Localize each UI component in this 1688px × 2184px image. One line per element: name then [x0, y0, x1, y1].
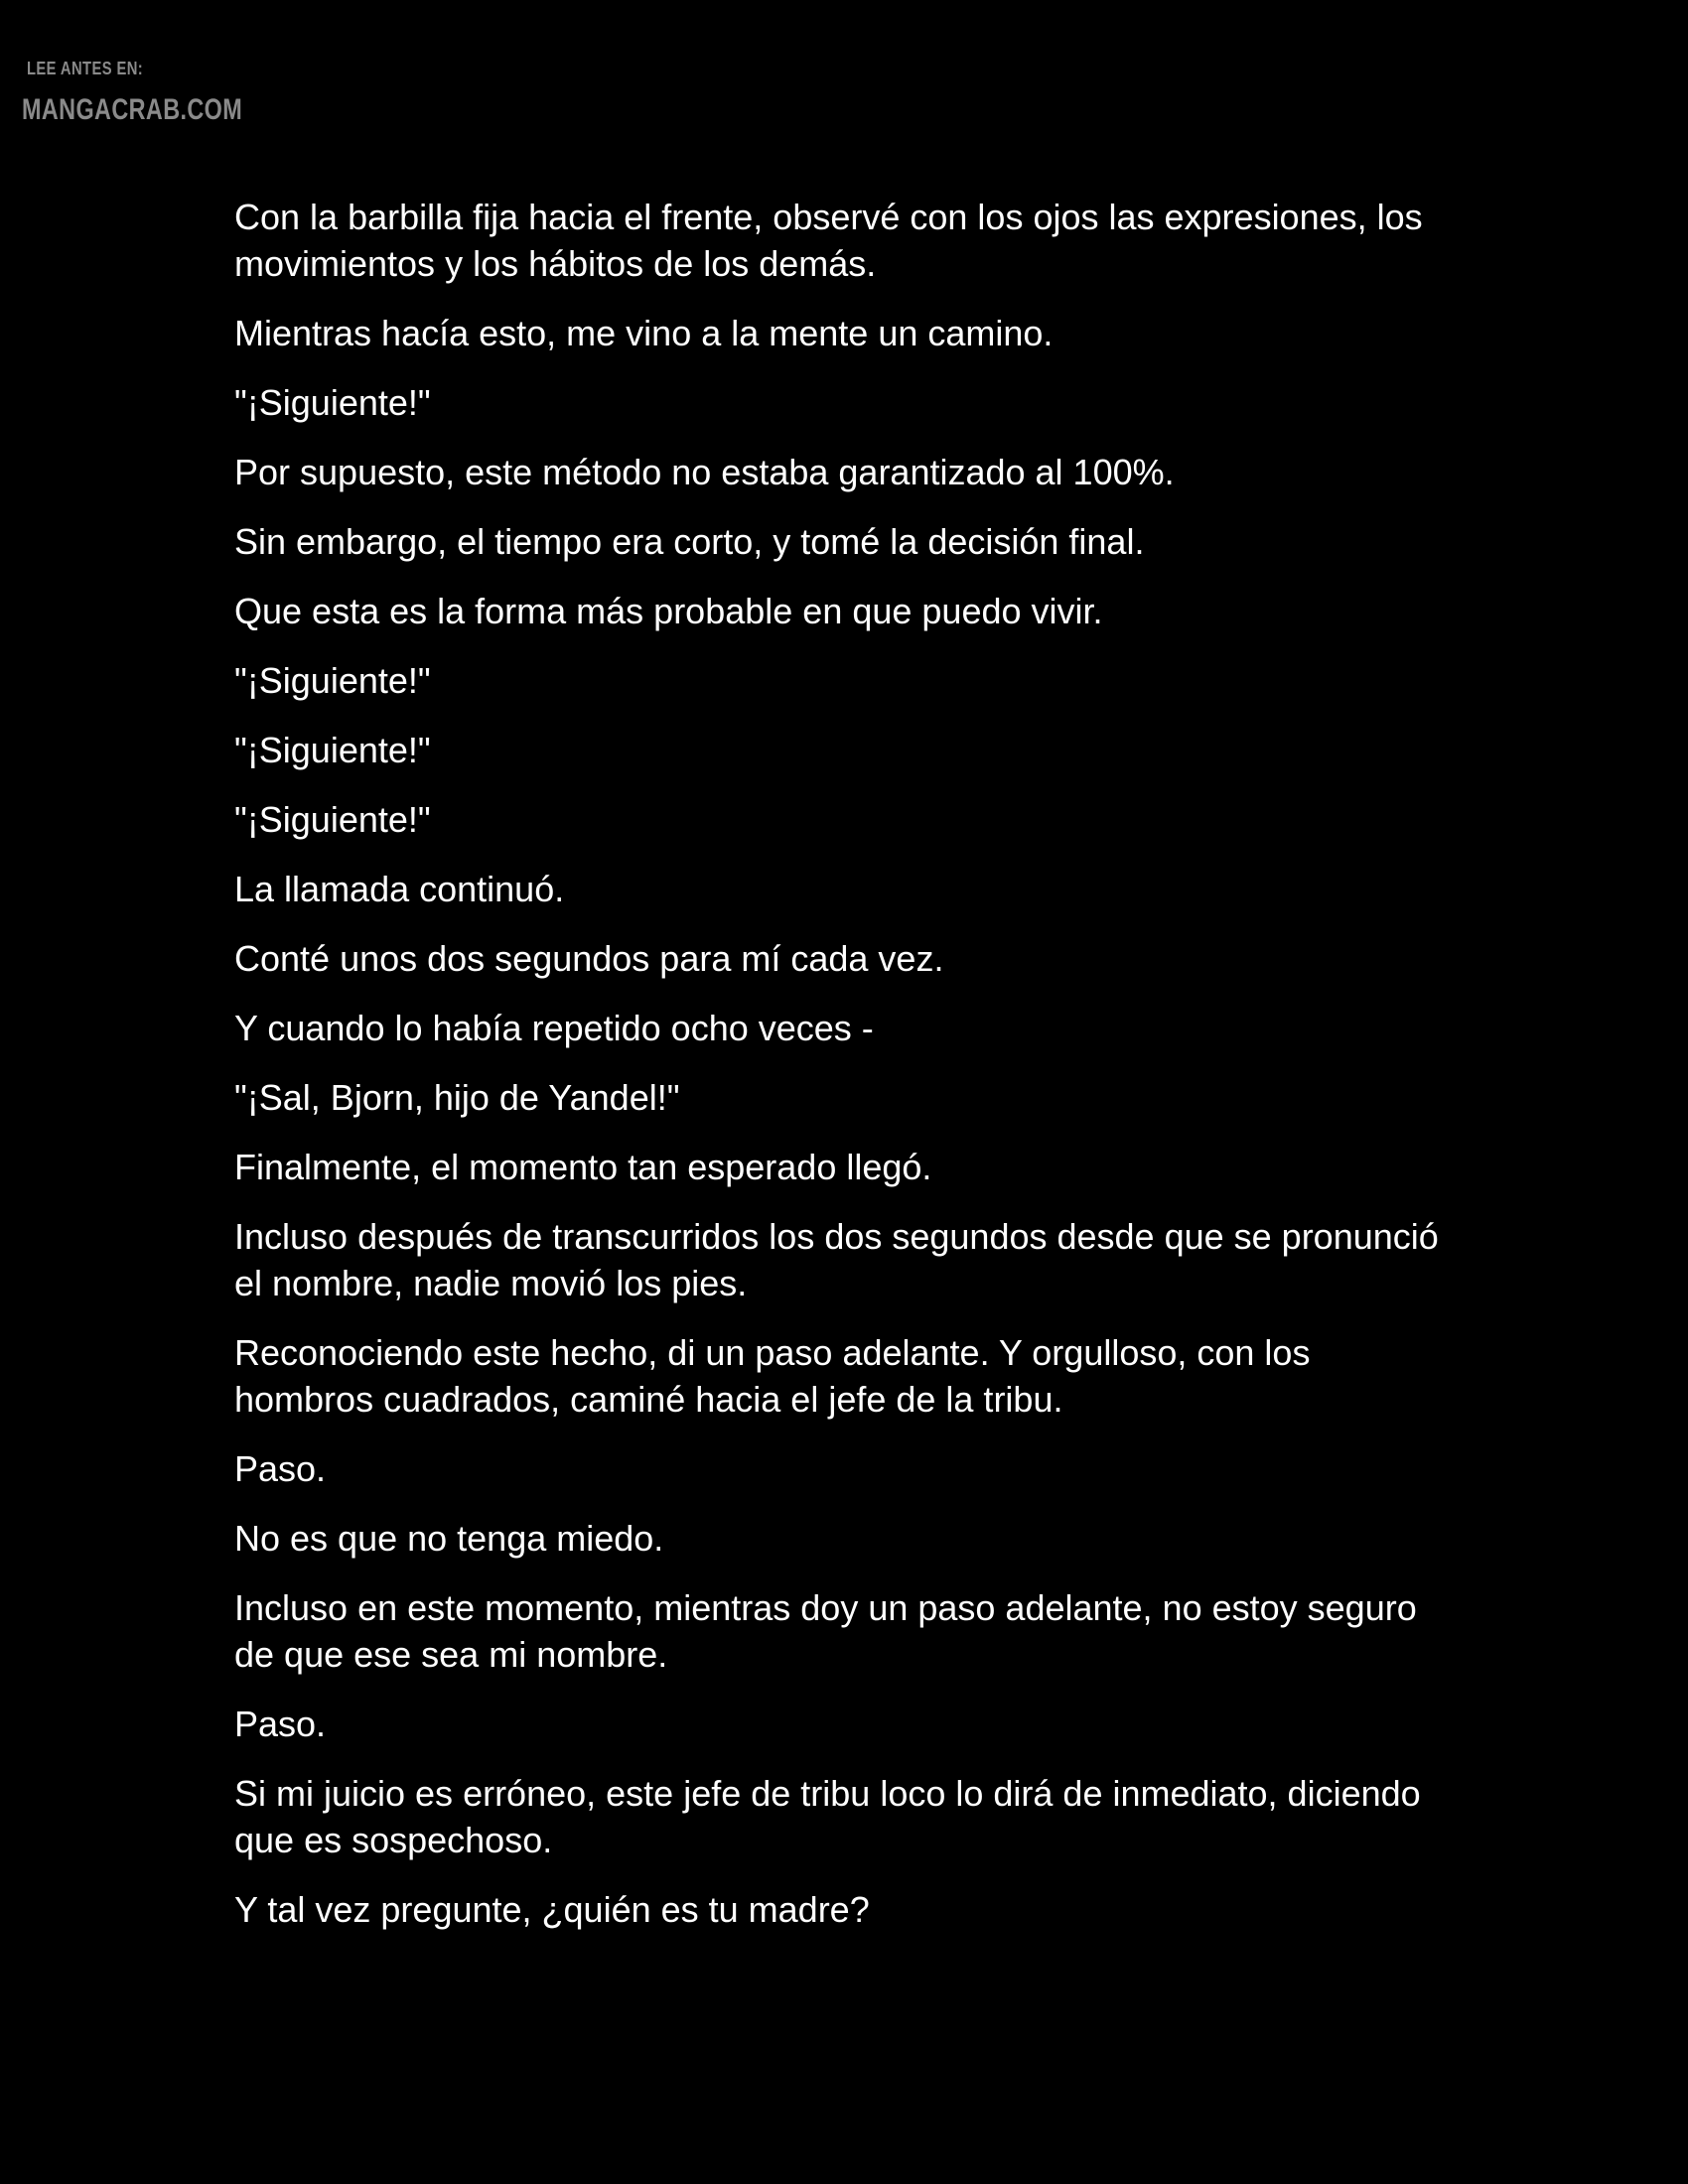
paragraph: Incluso en este momento, mientras doy un paso adelante, no estoy seguro de que ese sea mi nombre. [234, 1587, 1417, 1675]
paragraph: Paso. [234, 1704, 327, 1744]
paragraph: Por supuesto, este método no estaba garantizado al 100%. [234, 452, 1175, 492]
paragraph: Finalmente, el momento tan esperado llegó. [234, 1147, 932, 1187]
paragraph: "¡Siguiente!" [234, 660, 431, 701]
paragraph: Y tal vez pregunte, ¿quién es tu madre? [234, 1889, 870, 1930]
watermark [22, 58, 305, 127]
paragraph: No es que no tenga miedo. [234, 1518, 664, 1559]
watermark-site: MANGACRAB.COM [22, 93, 243, 126]
paragraph: Y cuando lo había repetido ocho veces - [234, 1008, 874, 1048]
paragraph: Si mi juicio es erróneo, este jefe de tribu loco lo dirá de inmediato, diciendo que es sospechoso. [234, 1773, 1421, 1860]
paragraph: Con la barbilla fija hacia el frente, observé con los ojos las expresiones, los movimientos y los hábitos de los demás. [234, 197, 1423, 284]
watermark-label: LEE ANTES EN: [27, 59, 144, 78]
paragraph: "¡Siguiente!" [234, 382, 431, 423]
paragraph: Paso. [234, 1448, 327, 1489]
paragraph: Incluso después de transcurridos los dos segundos desde que se pronunció el nombre, nadie movió los pies. [234, 1216, 1439, 1303]
paragraph: Mientras hacía esto, me vino a la mente un camino. [234, 313, 1054, 353]
paragraph: Reconociendo este hecho, di un paso adelante. Y orgulloso, con los hombros cuadrados, caminé hacia el jefe de la tribu. [234, 1332, 1311, 1420]
paragraph: "¡Siguiente!" [234, 799, 431, 840]
paragraph: "¡Siguiente!" [234, 730, 431, 770]
paragraph: Que esta es la forma más probable en que puedo vivir. [234, 591, 1103, 631]
paragraph: Sin embargo, el tiempo era corto, y tomé la decisión final. [234, 521, 1145, 562]
paragraph: La llamada continuó. [234, 869, 565, 909]
paragraph: Conté unos dos segundos para mí cada vez. [234, 938, 944, 979]
story-text [234, 194, 1456, 1956]
paragraph: "¡Sal, Bjorn, hijo de Yandel!" [234, 1077, 680, 1118]
